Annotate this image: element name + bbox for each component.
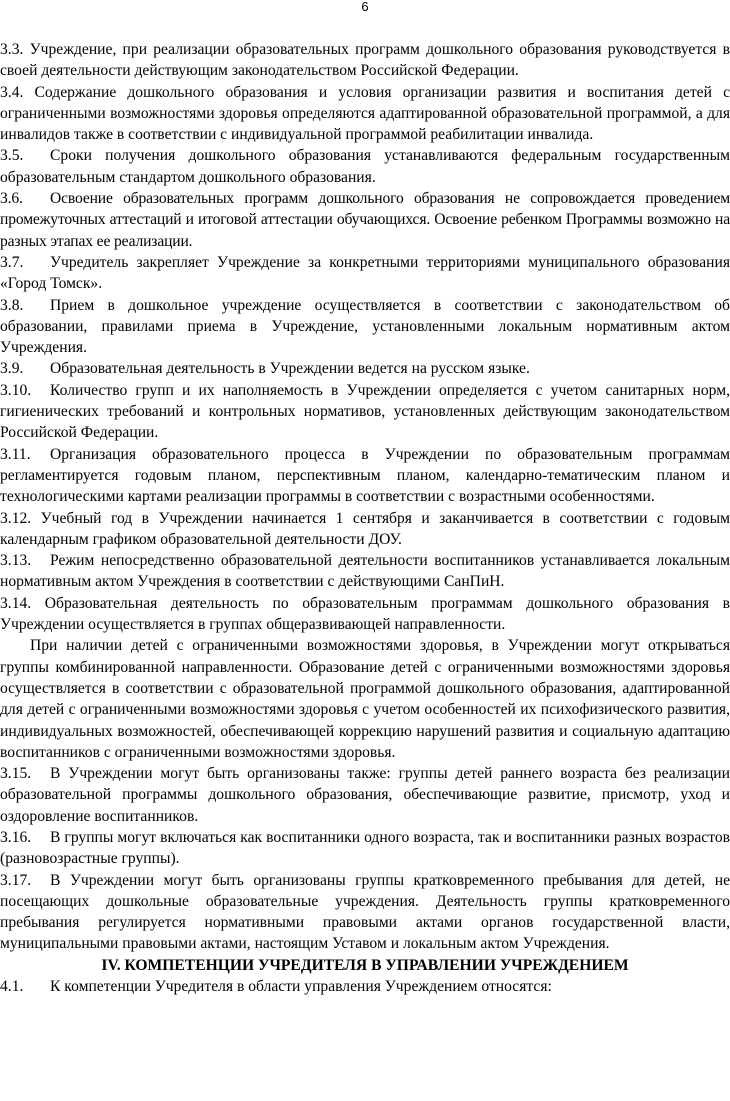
paragraph-number: 4.1. (0, 978, 24, 996)
paragraph-number: 3.3. (0, 41, 24, 58)
paragraph-3-5 (0, 145, 730, 188)
paragraph-text: Сроки получения дошкольного образования устанавливаются федеральным государственным образовательным стандартом дошкольного образования. (0, 147, 730, 186)
paragraph-text: Учебный год в Учреждении начинается 1 сентября и заканчивается в соответствии с годовым календарным графиком образовательной деятельности ДОУ. (0, 509, 730, 548)
paragraph-text: Образовательная деятельность по образовательным программам дошкольного образования в Учреждении осуществляется в группах общеразвивающей направленности. (0, 594, 730, 634)
paragraph-text: Учреждение, при реализации образовательных программ дошкольного образования руководствуется в своей деятельности действующим законодательством Российской Федерации. (0, 41, 730, 80)
paragraph-number: 3.12. (0, 509, 32, 527)
paragraph-number: 3.7. (0, 253, 24, 271)
paragraph-number: 3.4. (0, 83, 24, 101)
page-number: 6 (361, 0, 369, 14)
paragraph-text: Количество групп и их наполняемость в Учреждении определяется с учетом санитарных норм, гигиенических требований и контрольных нормативов, установленных действующим законодательством Российской Федерации. (0, 381, 730, 442)
paragraph-3-15 (0, 763, 730, 827)
paragraph-3-9 (0, 358, 730, 379)
paragraph-3-3 (0, 39, 730, 82)
paragraph-3-7 (0, 252, 730, 295)
paragraph-text: В Учреждении могут быть организованы группы кратковременного пребывания для детей, не посещающих дошкольные образовательные учреждения. Деятельность группы кратковременного пребывания регулируется нормативными правовыми актами органов государственной власти, муниципальными правовыми актами, настоящим Уставом и локальным актом Учреждения. (0, 871, 730, 953)
paragraph-3-6 (0, 188, 730, 252)
paragraph-4-1 (0, 976, 730, 997)
paragraph-number: 3.9. (0, 360, 24, 378)
paragraph-text: Образовательная деятельность в Учреждении ведется на русском языке. (50, 360, 530, 378)
paragraph-text: Организация образовательного процесса в Учреждении по образовательным программам регламентируется годовым планом, перспективным планом, календарно-тематическим планом и технологическими картами реализации программы в соответствии с возрастными особенностями. (0, 445, 730, 506)
paragraph-3-14-continued (0, 635, 730, 763)
paragraph-number: 3.17. (0, 871, 32, 889)
paragraph-3-12 (0, 508, 730, 551)
paragraph-text: К компетенции Учредителя в области управления Учреждением относятся: (50, 978, 552, 996)
paragraph-number: 3.13. (0, 552, 32, 570)
paragraph-3-11 (0, 444, 730, 508)
paragraph-3-4 (0, 82, 730, 146)
document-body (0, 39, 730, 997)
paragraph-3-13 (0, 550, 730, 593)
paragraph-3-16 (0, 827, 730, 870)
paragraph-number: 3.15. (0, 765, 32, 783)
paragraph-3-17 (0, 870, 730, 955)
paragraph-text: Учредитель закрепляет Учреждение за конкретными территориями муниципального образования «Город Томск». (0, 253, 730, 293)
paragraph-text: Освоение образовательных программ дошкольного образования не сопровождается проведением промежуточных аттестаций и итоговой аттестации обучающихся. Освоение ребенком Программы возможно на разных этапах ее реализации. (0, 190, 730, 250)
paragraph-text: Режим непосредственно образовательной деятельности воспитанников устанавливается локальным нормативным актом Учреждения в соответствии с действующими СанПиН. (0, 552, 730, 591)
paragraph-text: В группы могут включаться как воспитанники одного возраста, так и воспитанники разных возрастов (разновозрастные группы). (0, 828, 730, 868)
paragraph-number: 3.6. (0, 190, 23, 208)
paragraph-number: 3.5. (0, 147, 24, 165)
paragraph-text: При наличии детей с ограниченными возможностями здоровья, в Учреждении могут открываться группы комбинированной направленности. Образование детей с ограниченными возможностями здоровья осуществляется в соответствии с образовательной программой дошкольного образования, адаптированной для детей с ограниченными возможностями здоровья с учетом особенностей их психофизического развития, индивидуальных возможностей, обеспечивающей коррекцию нарушений развития и социальную адаптацию воспитанников с ограниченными возможностями здоровья. (0, 637, 730, 761)
paragraph-text: Содержание дошкольного образования и условия организации развития и воспитания детей с ограниченными возможностями здоровья определяются адаптированной образовательной программой, а для инвалидов также в соответствии с индивидуальной программой реабилитации инвалида. (0, 83, 730, 144)
paragraph-text: Прием в дошкольное учреждение осуществляется в соответствии с законодательством об образовании, правилами приема в Учреждение, установленными локальным нормативным актом Учреждения. (0, 296, 730, 357)
section-heading: IV. КОМПЕТЕНЦИИ УЧРЕДИТЕЛЯ В УПРАВЛЕНИИ УЧРЕЖДЕНИЕМ (101, 956, 629, 974)
paragraph-number: 3.14. (0, 594, 32, 612)
paragraph-3-14 (0, 593, 730, 636)
paragraph-text: В Учреждении могут быть организованы также: группы детей раннего возраста без реализации образовательной программы дошкольного образования, обеспечивающие развитие, присмотр, уход и оздоровление воспитанников. (0, 765, 730, 825)
paragraph-number: 3.11. (0, 445, 31, 463)
paragraph-number: 3.8. (0, 296, 24, 314)
paragraph-number: 3.10. (0, 381, 32, 399)
paragraph-number: 3.16. (0, 828, 32, 846)
paragraph-3-10 (0, 380, 730, 444)
paragraph-3-8 (0, 295, 730, 359)
